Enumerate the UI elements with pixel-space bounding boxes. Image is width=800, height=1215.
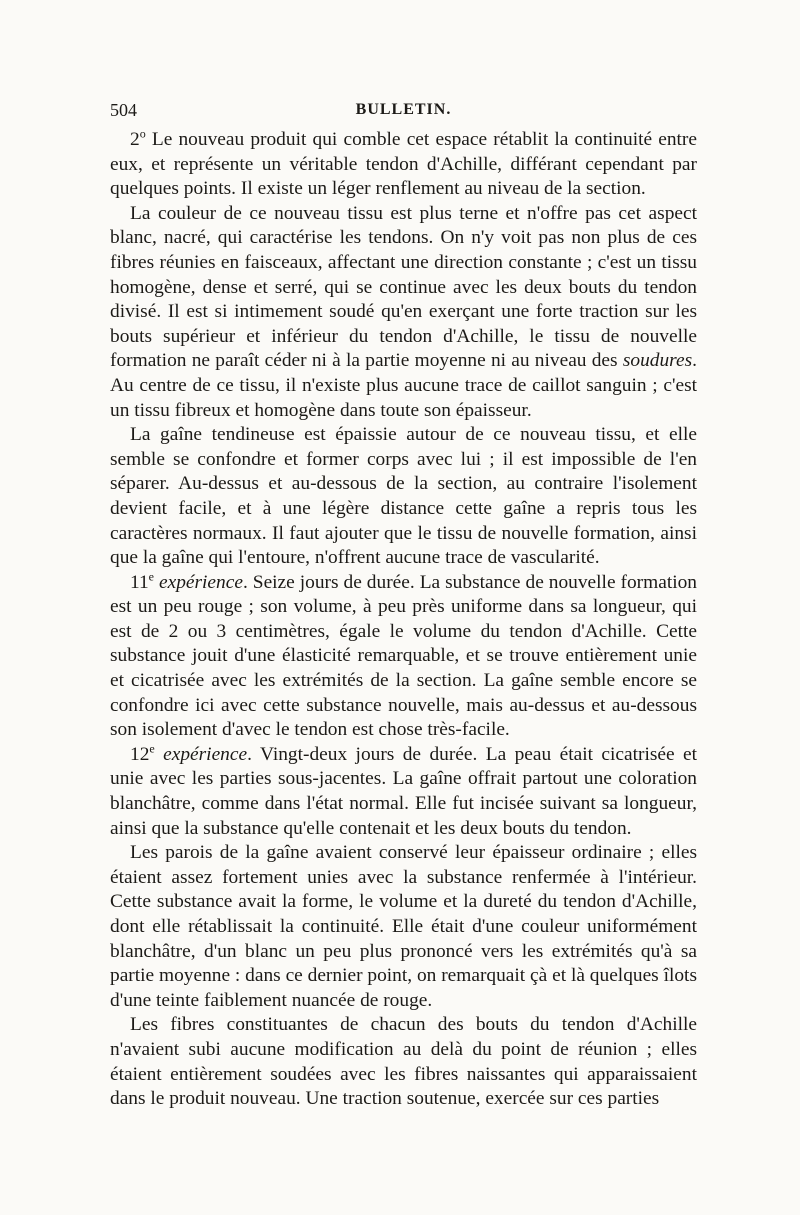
page-number: 504 — [110, 100, 137, 120]
body-text — [110, 128, 697, 1112]
paragraph-text: Les parois de la gaîne avaient conservé leur épaisseur ordinaire ; elles étaient assez fortement unies avec la substance renfermée à l'intérieur. Cette substance avait la forme, le volume et la dureté du tendon d'Achille, dont elle rétablissait la continuité. Elle était d'une couleur uniformément blanchâtre, d'un blanc un peu plus prononcé vers les extrémités qu'à sa partie moyenne : dans ce dernier point, on remarquait çà et là quelques îlots d'une teinte faiblement nuancée de rouge. — [110, 842, 697, 1011]
experiment-number-sup: e — [148, 569, 154, 584]
paragraph-text-after: . Seize jours de durée. La substance de nouvelle formation est un peu rouge ; son volume, à peu près uniforme dans sa longueur, qui est de 2 ou 3 centimètres, égale le volume du tendon d'Achille. Cette substance jouit d'une élasticité remarquable, et se trouve entièrement unie et cicatrisée avec les extrémités de la section. La gaîne semble encore se confondre ici avec cette substance nouvelle, mais au-dessus et au-dessous son isolement d'avec le tendon est chose très-facile. — [110, 571, 697, 741]
paragraph-7 — [110, 1013, 697, 1111]
paragraph-5 — [110, 743, 697, 841]
book-page — [110, 96, 697, 1156]
paragraph-2 — [110, 202, 697, 423]
paragraph-text: La couleur de ce nouveau tissu est plus terne et n'offre pas cet aspect blanc, nacré, qui caractérise les tendons. On n'y voit pas non plus de ces fibres réunies en faisceaux, affectant une direction constante ; c'est un tissu homogène, dense et serré, qui se continue avec les deux bouts du tendon divisé. Il est si intimement soudé qu'en exerçant une forte traction sur les bouts supérieur et inférieur du tendon d'Achille, le tissu de nouvelle formation ne paraît céder ni à la partie moyenne ni au niveau des — [110, 202, 697, 372]
paragraph-6 — [110, 841, 697, 1013]
running-title: BULLETIN. — [355, 101, 452, 118]
experiment-label: expérience — [154, 743, 248, 765]
item-number-sup: o — [139, 126, 146, 141]
paragraph-4 — [110, 571, 697, 743]
paragraph-text: Les fibres constituantes de chacun des bouts du tendon d'Achille n'avaient subi aucune modification au delà du point de réunion ; elles étaient entièrement soudées avec les fibres naissantes qui apparaissaient dans le produit nouveau. Une traction soutenue, exercée sur ces parties — [110, 1014, 697, 1110]
paragraph-3 — [110, 423, 697, 571]
item-number: 2 — [130, 129, 140, 150]
experiment-number-sup: e — [149, 741, 155, 756]
experiment-label: expérience — [154, 571, 243, 593]
experiment-number: 12 — [130, 743, 150, 765]
paragraph-text: La gaîne tendineuse est épaissie autour de ce nouveau tissu, et elle semble se confondre et former corps avec lui ; il est impossible de l'en séparer. Au-dessus et au-dessous de la section, au contraire l'isolement devient facile, et à une légère distance cette gaîne a repris tous les caractères normaux. Il faut ajouter que le tissu de nouvelle formation, ainsi que la gaîne qui l'entoure, n'offrent aucune trace de vascularité. — [110, 424, 697, 569]
italic-term: soudures — [622, 350, 693, 372]
paragraph-1 — [110, 128, 697, 202]
paragraph-text-after: . Au centre de ce tissu, il n'existe plus aucune trace de caillot sanguin ; c'est un tissu fibreux et homogène dans toute son épaisseur. — [110, 350, 697, 421]
paragraph-text-after: . Vingt-deux jours de durée. La peau était cicatrisée et unie avec les parties sous-jacentes. La gaîne offrait partout une coloration blanchâtre, comme dans l'état normal. Elle fut incisée suivant sa longueur, ainsi que la substance qu'elle contenait et les deux bouts du tendon. — [110, 743, 697, 839]
running-head — [110, 96, 697, 124]
paragraph-text: Le nouveau produit qui comble cet espace rétablit la continuité entre eux, et représente un véritable tendon d'Achille, différant cependant par quelques points. Il existe un léger renflement au niveau de la section. — [110, 129, 697, 200]
experiment-number: 11 — [130, 571, 149, 593]
